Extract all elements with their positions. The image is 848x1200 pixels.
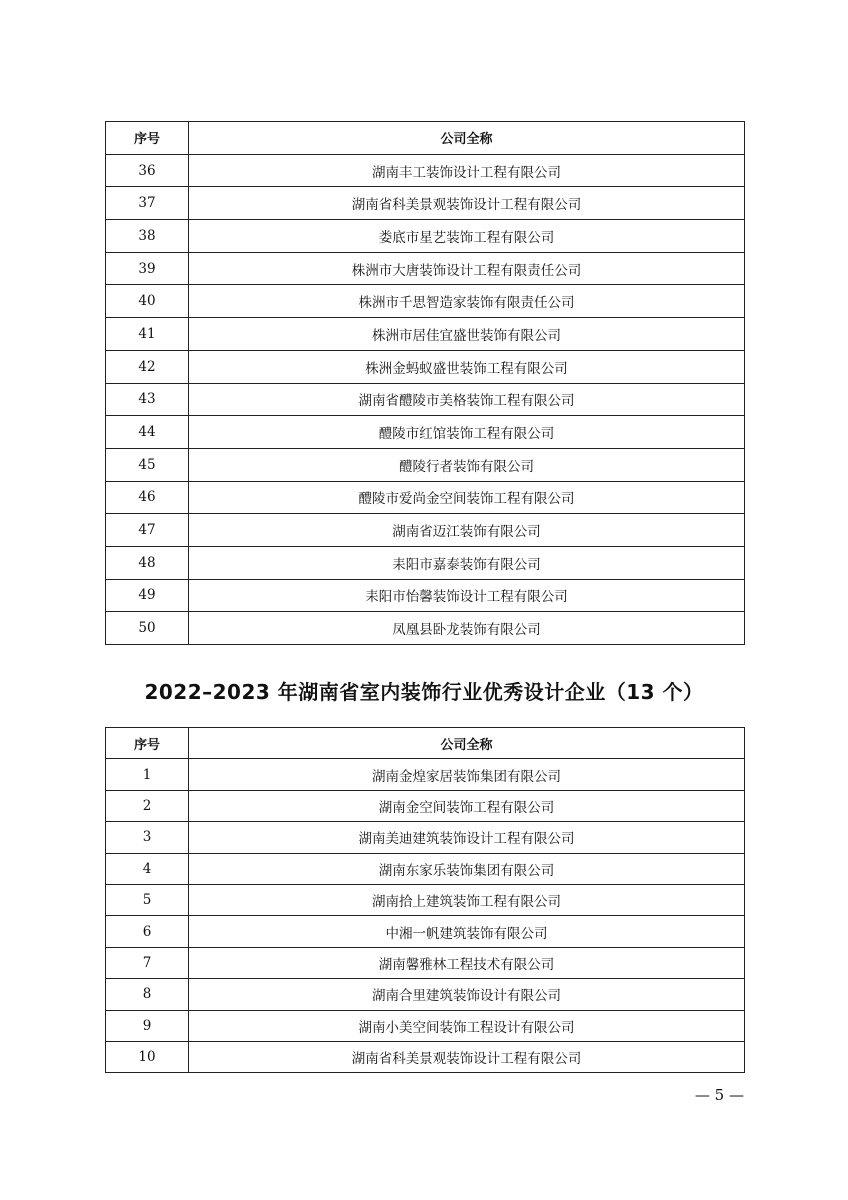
company-name: 耒阳市怡馨装饰设计工程有限公司 <box>189 579 745 612</box>
table-row <box>106 285 745 318</box>
row-index: 42 <box>106 350 189 383</box>
row-index: 37 <box>106 187 189 220</box>
company-name: 湖南省科美景观装饰设计工程有限公司 <box>189 187 745 220</box>
table-row <box>106 448 745 481</box>
table-row <box>106 612 745 645</box>
company-name: 株洲市大唐装饰设计工程有限责任公司 <box>189 252 745 285</box>
table-row <box>106 220 745 253</box>
row-index: 4 <box>106 853 189 884</box>
table-row <box>106 154 745 187</box>
table-row <box>106 979 745 1010</box>
row-index: 45 <box>106 448 189 481</box>
table-row <box>106 252 745 285</box>
table-row <box>106 853 745 884</box>
section-title: 2022–2023 年湖南省室内装饰行业优秀设计企业（13 个） <box>144 680 704 704</box>
row-index: 48 <box>106 546 189 579</box>
row-index: 40 <box>106 285 189 318</box>
table-row <box>106 514 745 547</box>
company-name: 湖南拾上建筑装饰工程有限公司 <box>189 884 745 915</box>
table-header-row <box>106 728 745 759</box>
row-index: 49 <box>106 579 189 612</box>
company-table-1 <box>105 121 745 645</box>
table-row <box>106 759 745 790</box>
row-index: 5 <box>106 884 189 915</box>
row-index: 46 <box>106 481 189 514</box>
company-name: 湖南馨雅林工程技术有限公司 <box>189 947 745 978</box>
company-name: 凤凰县卧龙装饰有限公司 <box>189 612 745 645</box>
column-header-company: 公司全称 <box>189 728 745 759</box>
table-row <box>106 1010 745 1041</box>
row-index: 10 <box>106 1041 189 1072</box>
company-name: 中湘一帆建筑装饰有限公司 <box>189 916 745 947</box>
page-number: — 5 — <box>694 1086 744 1104</box>
row-index: 6 <box>106 916 189 947</box>
table-row <box>106 318 745 351</box>
row-index: 47 <box>106 514 189 547</box>
row-index: 1 <box>106 759 189 790</box>
company-name: 湖南东家乐装饰集团有限公司 <box>189 853 745 884</box>
company-name: 湖南省醴陵市美格装饰工程有限公司 <box>189 383 745 416</box>
company-name: 湖南合里建筑装饰设计有限公司 <box>189 979 745 1010</box>
table-row <box>106 187 745 220</box>
table-row <box>106 416 745 449</box>
row-index: 50 <box>106 612 189 645</box>
row-index: 41 <box>106 318 189 351</box>
company-name: 湖南省科美景观装饰设计工程有限公司 <box>189 1041 745 1072</box>
table-row <box>106 579 745 612</box>
row-index: 36 <box>106 154 189 187</box>
company-name: 湖南金煌家居装饰集团有限公司 <box>189 759 745 790</box>
table-row <box>106 1041 745 1072</box>
company-name: 湖南美迪建筑装饰设计工程有限公司 <box>189 822 745 853</box>
table-row <box>106 350 745 383</box>
row-index: 2 <box>106 790 189 821</box>
table-row <box>106 884 745 915</box>
row-index: 44 <box>106 416 189 449</box>
row-index: 8 <box>106 979 189 1010</box>
company-name: 株洲金蚂蚁盛世装饰工程有限公司 <box>189 350 745 383</box>
row-index: 39 <box>106 252 189 285</box>
table-row <box>106 481 745 514</box>
company-name: 醴陵行者装饰有限公司 <box>189 448 745 481</box>
company-name: 湖南金空间装饰工程有限公司 <box>189 790 745 821</box>
row-index: 43 <box>106 383 189 416</box>
column-header-index: 序号 <box>106 728 189 759</box>
company-name: 株洲市居佳宜盛世装饰有限公司 <box>189 318 745 351</box>
company-name: 耒阳市嘉泰装饰有限公司 <box>189 546 745 579</box>
table-row <box>106 947 745 978</box>
column-header-index: 序号 <box>106 122 189 155</box>
table-body <box>106 759 745 1073</box>
row-index: 7 <box>106 947 189 978</box>
row-index: 9 <box>106 1010 189 1041</box>
table-row <box>106 546 745 579</box>
row-index: 3 <box>106 822 189 853</box>
table-body <box>106 154 745 644</box>
company-name: 湖南丰工装饰设计工程有限公司 <box>189 154 745 187</box>
company-name: 醴陵市爱尚金空间装饰工程有限公司 <box>189 481 745 514</box>
company-name: 娄底市星艺装饰工程有限公司 <box>189 220 745 253</box>
table-header-row <box>106 122 745 155</box>
company-name: 湖南省迈江装饰有限公司 <box>189 514 745 547</box>
company-name: 株洲市千思智造家装饰有限责任公司 <box>189 285 745 318</box>
company-name: 醴陵市红馆装饰工程有限公司 <box>189 416 745 449</box>
column-header-company: 公司全称 <box>189 122 745 155</box>
table-row <box>106 916 745 947</box>
company-table-2 <box>105 727 745 1073</box>
table-row <box>106 822 745 853</box>
table-row <box>106 383 745 416</box>
company-name: 湖南小美空间装饰工程设计有限公司 <box>189 1010 745 1041</box>
row-index: 38 <box>106 220 189 253</box>
table-row <box>106 790 745 821</box>
